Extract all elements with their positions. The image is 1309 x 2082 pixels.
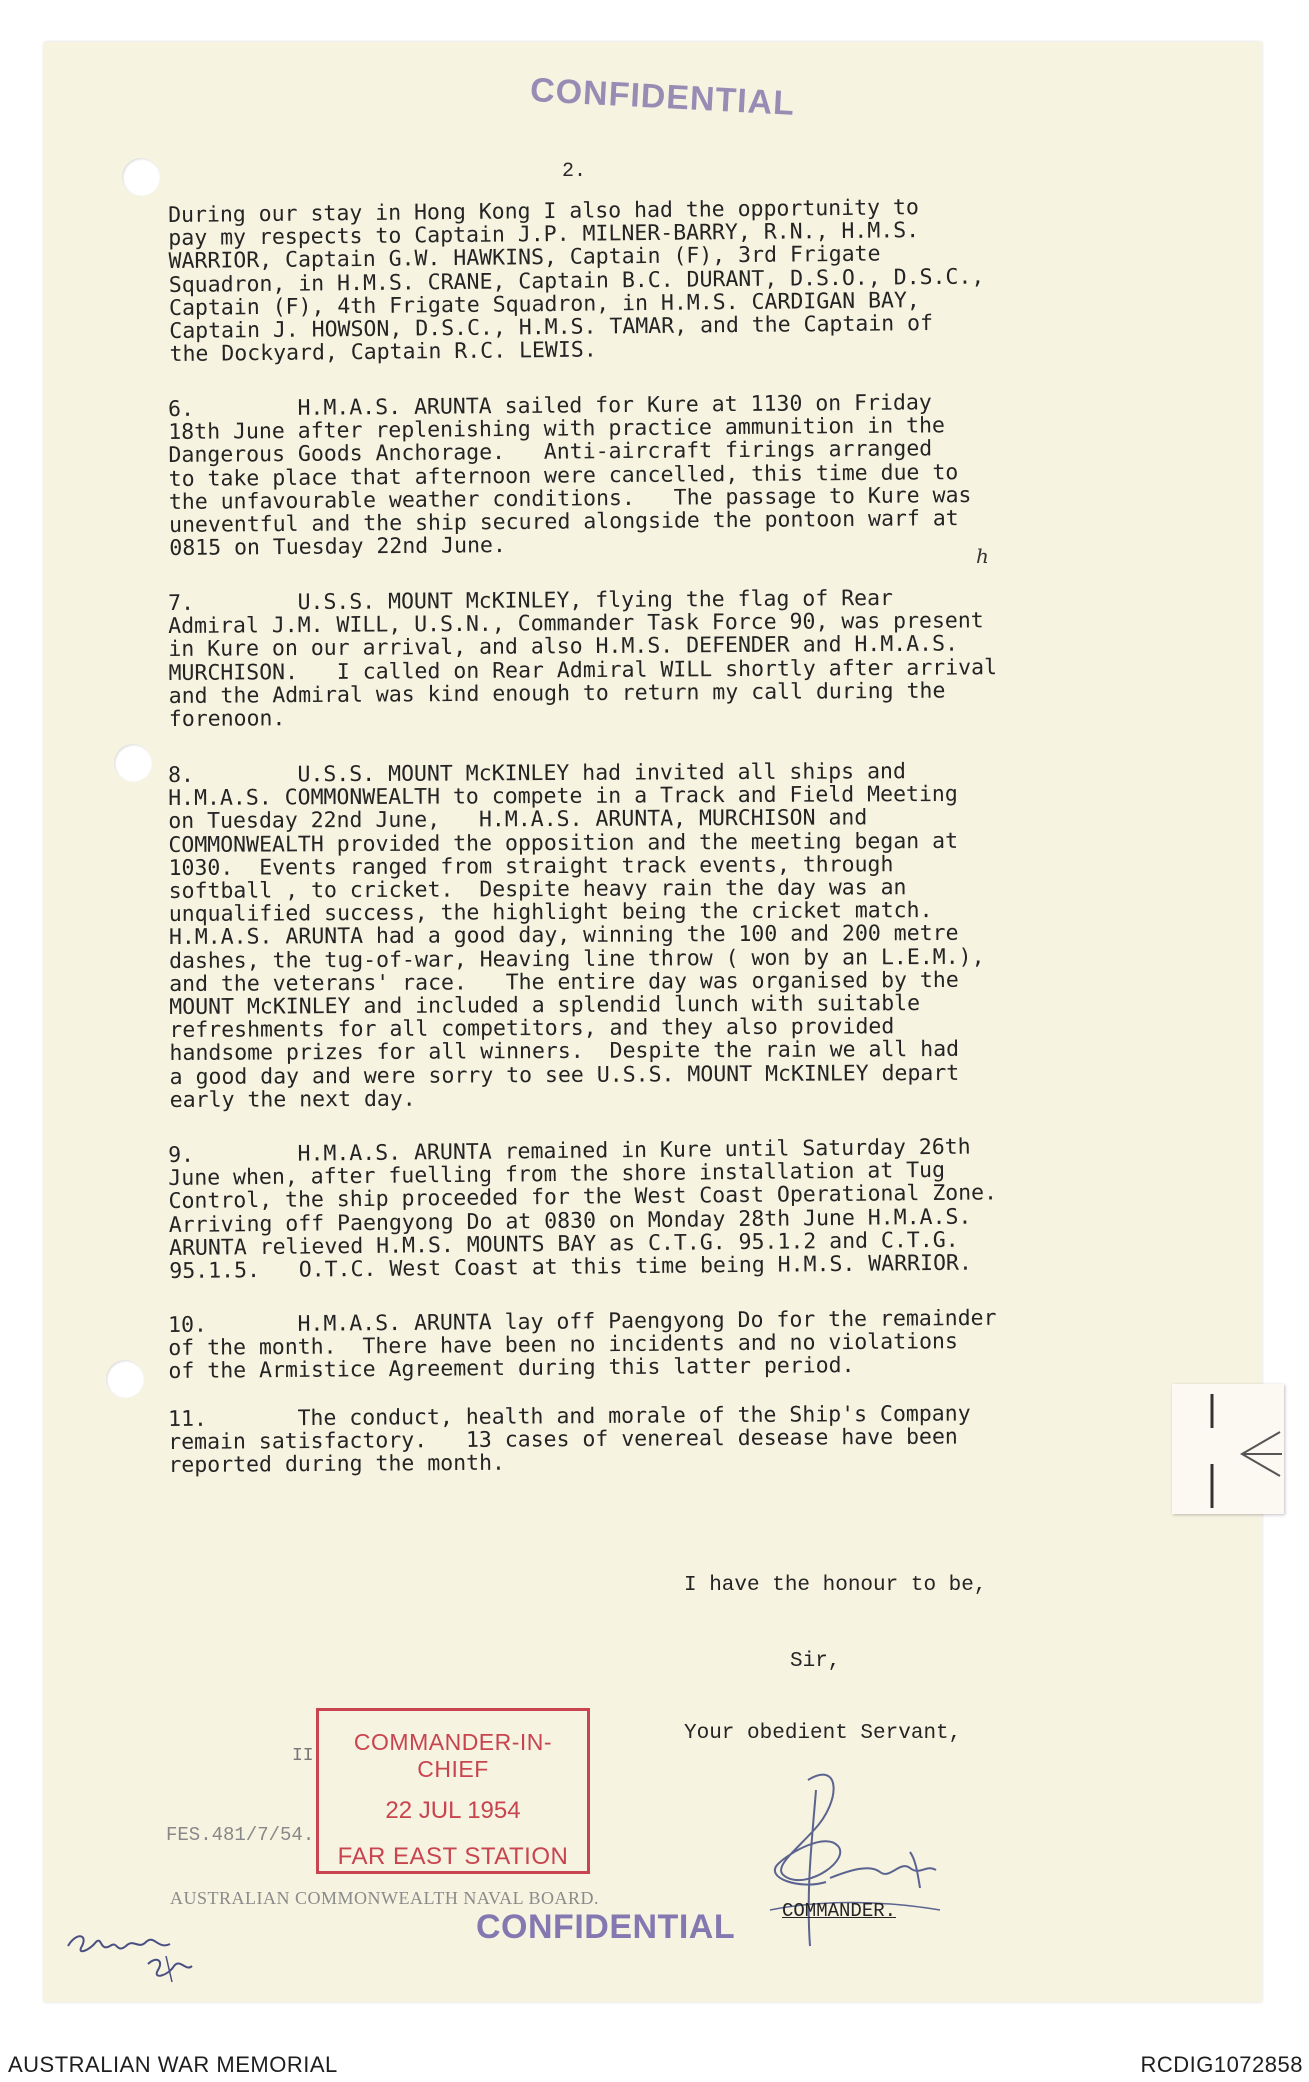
file-reference: FES.481/7/54. [166,1824,315,1846]
paragraph-9: 9. H.M.A.S. ARUNTA remained in Kure until Saturday 26th June when, after fuelling from the shore installation at Tug Control, the ship proceeded for the West Coast Operational Zone. Arriving off Paengyong Do at 0830 on Monday 28th June H.M.A.S. ARUNTA relieved H.M.S. MOUNTS BAY as C.T.G. 95.1.2 and C.T.G. 95.1.5. O.T.C. West Coast at this time being H.M.S. WARRIOR. [167,1134,998,1285]
punch-hole [114,744,152,782]
stamp-line-3: FAR EAST STATION [337,1843,569,1870]
paragraph-6: 6. H.M.A.S. ARUNTA sailed for Kure at 1130 on Friday 18th June after replenishing with practice ammunition in the Dangerous Goods Anchorage. Anti-aircraft firings arranged to take place that afternoon were cancelled, this time due to the unfavourable weather conditions. The passage to Kure was uneventful and the ship secured alongside the pontoon warf at 0815 on Tuesday 22nd June. [167,390,972,562]
stamp-date: 22 JUL 1954 [385,1797,521,1824]
paragraph-8: 8. U.S.S. MOUNT McKINLEY had invited all ships and H.M.A.S. COMMONWEALTH to compete in a Track and Field Meeting on Tuesday 22nd June, H.M.A.S. ARUNTA, MURCHISON and COMMONWEALTH provided the opposition and the meeting began at 1030. Events ranged from straight track events, through softball , to cricket. Despite heavy rain the day was an unqualified success, the highlight being the cricket match. H.M.A.S. ARUNTA had a good day, winning the 100 and 200 metre dashes, the tug-of-war, Heaving line throw ( won by an L.E.M.), and the veterans' race. The entire day was organised by the MOUNT McKINLEY and included a splendid lunch with suitable refreshments for all competitors, and they also provided handsome prizes for all winners. Despite the rain we all had a good day and were sorry to see U.S.S. MOUNT McKINLEY depart early the next day. [167,759,985,1113]
punch-hole [122,158,160,196]
arrow-left-icon [1172,1384,1284,1514]
board-line: AUSTRALIAN COMMONWEALTH NAVAL BOARD. [170,1888,600,1908]
paragraph-intro: During our stay in Hong Kong I also had the opportunity to pay my respects to Captain J.P. MILNER-BARRY, R.N., H.M.S. WARRIOR, Captain G.W. HAWKINS, Captain (F), 3rd Frigate Squadron, in H.M.S. CRANE, Captain B.C. DURANT, D.S.O., D.S.C., Captain (F), 4th Frigate Squadron, in H.M.S. CARDIGAN BAY, Captain J. HOWSON, D.S.C., H.M.S. TAMAR, and the Captain of the Dockyard, Captain R.C. LEWIS. [167,195,985,368]
footer-source: AUSTRALIAN WAR MEMORIAL [8,2052,338,2077]
stamp-line-1: COMMANDER-IN-CHIEF [353,1729,553,1782]
closing-servant: Your obedient Servant, [684,1722,962,1745]
page-number: 2. [562,160,587,183]
closing-salutation: Sir, [790,1650,841,1673]
margin-tab-slip [1172,1384,1284,1514]
confidential-stamp-bottom: CONFIDENTIAL [476,1908,736,1946]
signatory-title: COMMANDER. [782,1900,897,1922]
paragraph-10: 10. H.M.A.S. ARUNTA lay off Paengyong Do for the remainder of the month. There have been no incidents and no violations of the Armistice Agreement during this latter period. [167,1305,997,1385]
roman-mark: II [292,1746,314,1766]
paragraph-11: 11. The conduct, health and morale of the Ship's Company remain satisfactory. 13 cases of venereal desease have been reported during the month. [167,1401,971,1479]
received-stamp [316,1708,590,1874]
closing-honour: I have the honour to be, [684,1574,987,1597]
signature [730,1760,950,1955]
handwritten-initials [62,1920,202,1995]
handwritten-correction: h [976,544,989,568]
confidential-stamp-top: CONFIDENTIAL [529,71,796,123]
paragraph-7: 7. U.S.S. MOUNT McKINLEY, flying the flag of Rear Admiral J.M. WILL, U.S.N., Commander Task Force 90, was present in Kure on our arrival, and also H.M.S. DEFENDER and H.M.A.S. MURCHISON. I called on Rear Admiral WILL shortly after arrival and the Admiral was kind enough to return my call during the forenoon. [167,585,998,733]
footer-record-id: RCDIG1072858 [1140,2052,1303,2077]
punch-hole [106,1360,144,1398]
